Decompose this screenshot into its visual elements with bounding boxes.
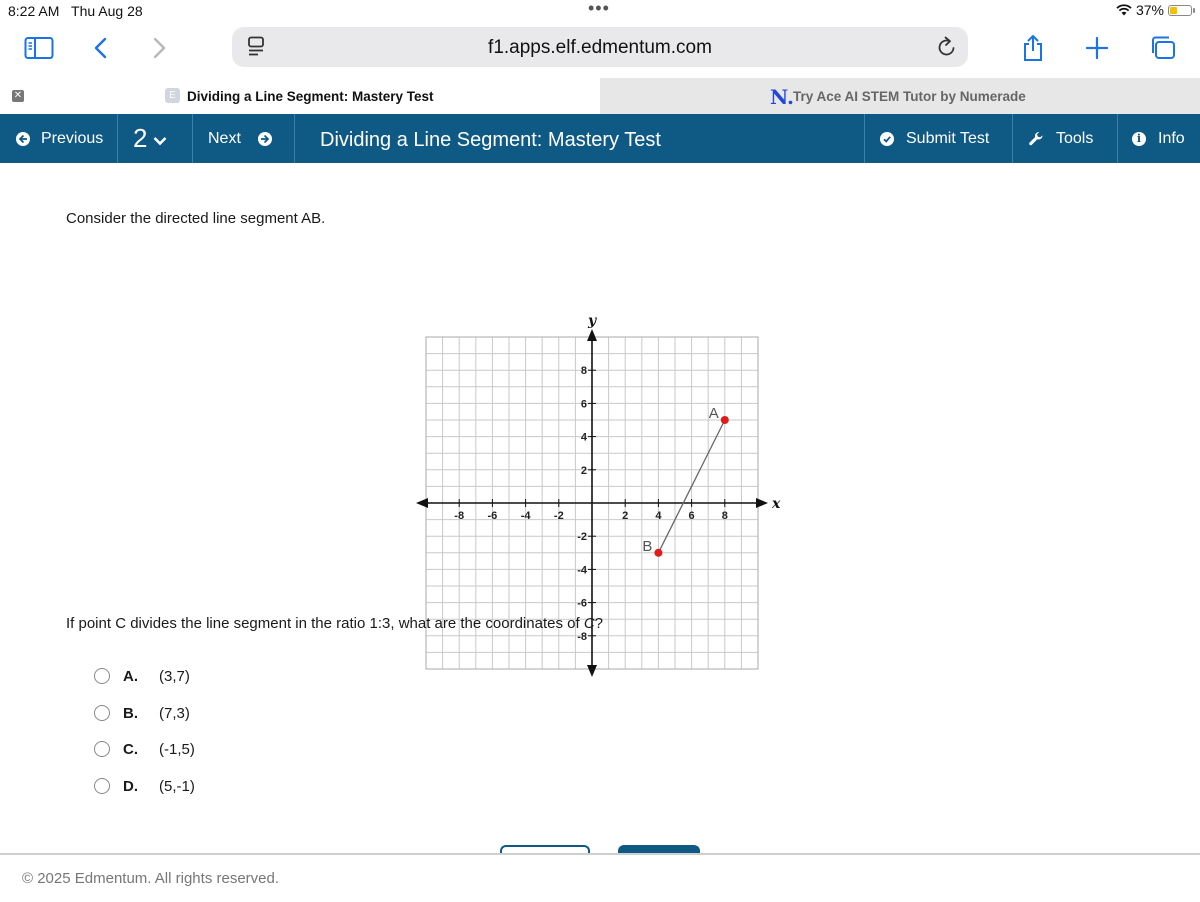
copyright-text: © 2025 Edmentum. All rights reserved.	[22, 870, 280, 887]
tab-title: Try Ace AI STEM Tutor by Numerade	[793, 89, 1026, 104]
battery-icon	[1168, 5, 1192, 16]
tab-overview-icon[interactable]	[1146, 31, 1180, 65]
y-tick-label: -2	[577, 531, 587, 544]
next-button[interactable]	[208, 114, 272, 163]
reload-icon[interactable]	[936, 35, 958, 64]
answer-option-a[interactable]	[94, 666, 190, 686]
question-content	[0, 163, 1200, 853]
chevron-down-icon	[153, 136, 167, 146]
forward-icon[interactable]	[142, 31, 176, 65]
answer-option-d[interactable]	[94, 776, 195, 796]
option-value: (-1,5)	[159, 740, 195, 758]
numerade-favicon-icon: N.	[770, 85, 794, 109]
y-axis-arrow-down-icon	[587, 665, 597, 677]
y-tick-label: -8	[577, 630, 587, 643]
y-axis-arrow-up-icon	[587, 329, 597, 341]
point-label-b: B	[642, 537, 653, 555]
tools-label: Tools	[1056, 129, 1094, 147]
x-tick-label: -4	[520, 510, 531, 522]
arrow-left-circle-icon	[16, 132, 30, 146]
x-tick-label: 8	[721, 510, 728, 522]
x-axis-label: x	[772, 496, 781, 512]
coordinate-graph	[420, 239, 781, 643]
previous-button[interactable]	[16, 114, 103, 163]
nav-divider	[864, 114, 865, 163]
next-label: Next	[208, 129, 241, 147]
submit-test-button[interactable]	[880, 114, 989, 163]
tab-numerade[interactable]	[600, 78, 1200, 114]
y-tick-label: 4	[580, 431, 587, 444]
y-tick-label: -6	[577, 597, 587, 610]
question-number-dropdown[interactable]	[133, 114, 167, 163]
option-letter: B.	[123, 704, 138, 722]
footer	[0, 853, 1200, 902]
radio-button[interactable]	[94, 741, 110, 757]
point-a	[721, 416, 729, 424]
address-bar[interactable]	[232, 27, 968, 67]
x-tick-label: -8	[454, 510, 465, 522]
close-tab-icon[interactable]: ✕	[13, 90, 23, 101]
url-text[interactable]: f1.apps.elf.edmentum.com	[488, 37, 712, 58]
x-tick-label: 2	[622, 510, 629, 522]
nav-divider	[1012, 114, 1013, 163]
prompt-text: If point C divides the line segment in the ratio 1:3, what are the coordinates of	[66, 615, 584, 632]
check-circle-icon	[880, 132, 894, 146]
option-value: (7,3)	[159, 704, 190, 722]
submit-test-label: Submit Test	[906, 129, 990, 147]
radio-button[interactable]	[94, 705, 110, 721]
nav-divider	[1117, 114, 1118, 163]
option-letter: D.	[123, 777, 138, 795]
answer-option-c[interactable]	[94, 739, 195, 759]
tab-edmentum[interactable]	[0, 78, 600, 114]
edmentum-favicon-icon: E	[165, 88, 180, 103]
prompt-variable: C	[583, 615, 595, 632]
nav-divider	[192, 114, 193, 163]
status-date: Thu Aug 28	[71, 3, 143, 19]
y-tick-label: 8	[580, 365, 587, 378]
previous-label: Previous	[41, 129, 104, 147]
y-axis-label: y	[588, 313, 597, 329]
tab-title: Dividing a Line Segment: Mastery Test	[187, 89, 434, 104]
option-letter: A.	[123, 667, 138, 685]
info-button[interactable]	[1132, 114, 1185, 163]
wifi-icon	[1116, 4, 1132, 16]
nav-divider	[294, 114, 295, 163]
battery-percent: 37%	[1135, 2, 1164, 18]
nav-divider	[117, 114, 118, 163]
x-axis-arrow-right-icon	[756, 498, 768, 508]
browser-toolbar	[0, 22, 1200, 74]
test-title: Dividing a Line Segment: Mastery Test	[320, 129, 661, 151]
answer-option-b[interactable]	[94, 703, 190, 723]
wrench-icon	[1028, 131, 1044, 147]
prompt-end: ?	[594, 615, 603, 632]
radio-button[interactable]	[94, 668, 110, 684]
share-icon[interactable]	[1016, 31, 1050, 65]
radio-button[interactable]	[94, 778, 110, 794]
option-value: (3,7)	[159, 667, 190, 685]
status-bar	[0, 0, 1200, 22]
x-tick-label: 4	[655, 510, 662, 522]
option-letter: C.	[123, 740, 138, 758]
x-axis-arrow-left-icon	[416, 498, 428, 508]
status-time-date	[8, 3, 143, 19]
info-circle-icon: i	[1132, 132, 1146, 146]
coordinate-plane	[420, 239, 781, 643]
x-tick-label: 6	[688, 510, 695, 522]
sidebar-toggle-icon[interactable]	[22, 31, 56, 65]
option-value: (5,-1)	[159, 777, 195, 795]
tab-bar	[0, 78, 1200, 114]
question-prompt	[66, 615, 603, 632]
back-icon[interactable]	[84, 31, 118, 65]
status-right	[1116, 2, 1192, 18]
arrow-right-circle-icon	[258, 132, 272, 146]
y-tick-label: 2	[580, 464, 587, 477]
new-tab-icon[interactable]	[1080, 31, 1114, 65]
status-time: 8:22 AM	[8, 3, 60, 19]
y-tick-label: -4	[577, 564, 587, 577]
point-b	[654, 549, 662, 557]
x-tick-label: -2	[553, 510, 564, 522]
x-tick-label: -6	[487, 510, 498, 522]
battery-fill	[1170, 7, 1177, 14]
info-label: Info	[1158, 129, 1185, 147]
point-label-a: A	[708, 405, 719, 422]
multitasking-dots-icon[interactable]: •••	[588, 0, 610, 18]
test-nav-bar	[0, 114, 1200, 163]
question-number: 2	[133, 123, 148, 153]
y-tick-label: 6	[580, 398, 587, 411]
question-intro: Consider the directed line segment AB.	[66, 210, 326, 227]
tools-button[interactable]	[1028, 114, 1093, 163]
